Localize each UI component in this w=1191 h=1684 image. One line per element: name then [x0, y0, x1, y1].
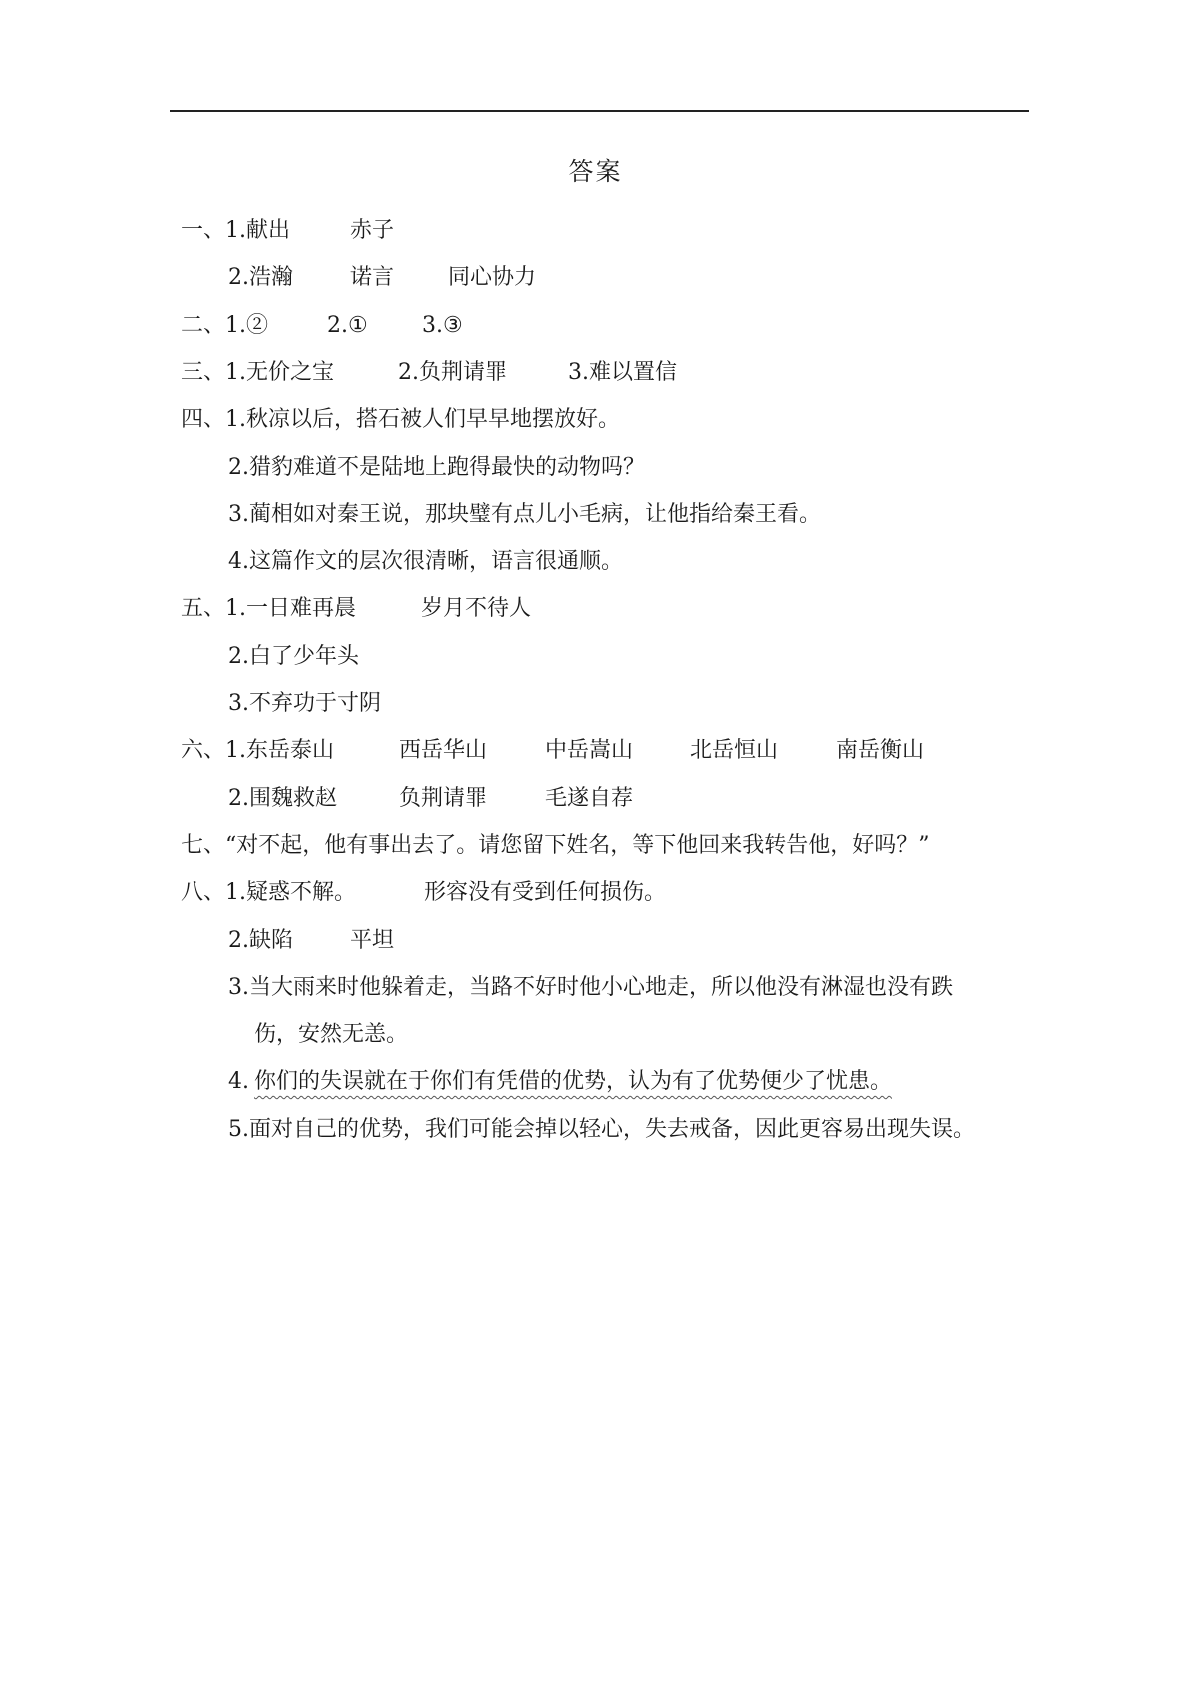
answer-text: 平坦 [350, 928, 395, 953]
answer-text: 六、1.东岳泰山 [181, 738, 334, 763]
answer-line [0, 1020, 1191, 1050]
answer-text: 3.难以置信 [568, 360, 677, 385]
answer-line [0, 1115, 1191, 1145]
answer-text: 3.当大雨来时他躲着走，当路不好时他小心地走，所以他没有淋湿也没有跌 [228, 975, 953, 1000]
answer-line [0, 1067, 1191, 1097]
answer-line [0, 784, 1191, 814]
answer-text: 五、1.一日难再晨 [181, 596, 356, 621]
answer-line [0, 689, 1191, 719]
answer-text: 四、1.秋凉以后，搭石被人们早早地摆放好。 [181, 407, 620, 432]
answer-text: 南岳衡山 [836, 738, 925, 763]
underlined-answer-text: 你们的失误就在于你们有凭借的优势，认为有了优势便少了忧患。 [254, 1069, 893, 1094]
answer-line [0, 736, 1191, 766]
answer-text: 形容没有受到任何损伤。 [424, 880, 667, 905]
answer-line [0, 878, 1191, 908]
answer-line [0, 500, 1191, 530]
answer-line [0, 311, 1191, 341]
answer-line [0, 973, 1191, 1003]
answer-line [0, 547, 1191, 577]
header-rule [170, 110, 1029, 112]
answer-line [0, 358, 1191, 388]
answer-line [0, 453, 1191, 483]
answer-text: 岁月不待人 [421, 596, 532, 621]
answer-text: 2.缺陷 [228, 928, 293, 953]
answer-line [0, 642, 1191, 672]
answer-text: 诺言 [350, 265, 395, 290]
answer-text: 2.猎豹难道不是陆地上跑得最快的动物吗？ [228, 455, 645, 480]
answer-text: 八、1.疑惑不解。 [181, 880, 356, 905]
answer-text: 2.浩瀚 [228, 265, 293, 290]
page-title: 答案 [568, 157, 623, 186]
answer-text: 3.蔺相如对秦王说，那块璧有点儿小毛病，让他指给秦王看。 [228, 502, 821, 527]
answer-text: 中岳嵩山 [545, 738, 634, 763]
answer-line [0, 831, 1191, 861]
answer-line [0, 263, 1191, 293]
answer-text: 三、1.无价之宝 [181, 360, 334, 385]
answer-text: 2.负荆请罪 [398, 360, 507, 385]
answer-text: 毛遂自荐 [545, 786, 634, 811]
answer-text: 西岳华山 [399, 738, 488, 763]
answer-text: 4. [228, 1069, 249, 1094]
answer-text: 负荆请罪 [399, 786, 488, 811]
answer-line [0, 405, 1191, 435]
answer-line [0, 926, 1191, 956]
answer-text: 伤，安然无恙。 [254, 1022, 409, 1047]
answer-text: 赤子 [350, 218, 395, 243]
answer-text: 一、1.献出 [181, 218, 290, 243]
answer-text: 2.围魏救赵 [228, 786, 337, 811]
answer-text: 5.面对自己的优势，我们可能会掉以轻心，失去戒备，因此更容易出现失误。 [228, 1117, 975, 1142]
answer-text: 2.① [327, 313, 368, 338]
answer-text: 二、1.② [181, 313, 268, 338]
answer-text: 北岳恒山 [690, 738, 779, 763]
answer-text: 3.③ [422, 313, 463, 338]
answer-line [0, 594, 1191, 624]
answer-text: 同心协力 [448, 265, 537, 290]
answer-text: 4.这篇作文的层次很清晰，语言很通顺。 [228, 549, 623, 574]
answer-text: 3.不弃功于寸阴 [228, 691, 381, 716]
answer-line [0, 216, 1191, 246]
answer-text: 七、“对不起，他有事出去了。请您留下姓名，等下他回来我转告他，好吗？” [181, 833, 930, 858]
answer-text: 2.白了少年头 [228, 644, 359, 669]
